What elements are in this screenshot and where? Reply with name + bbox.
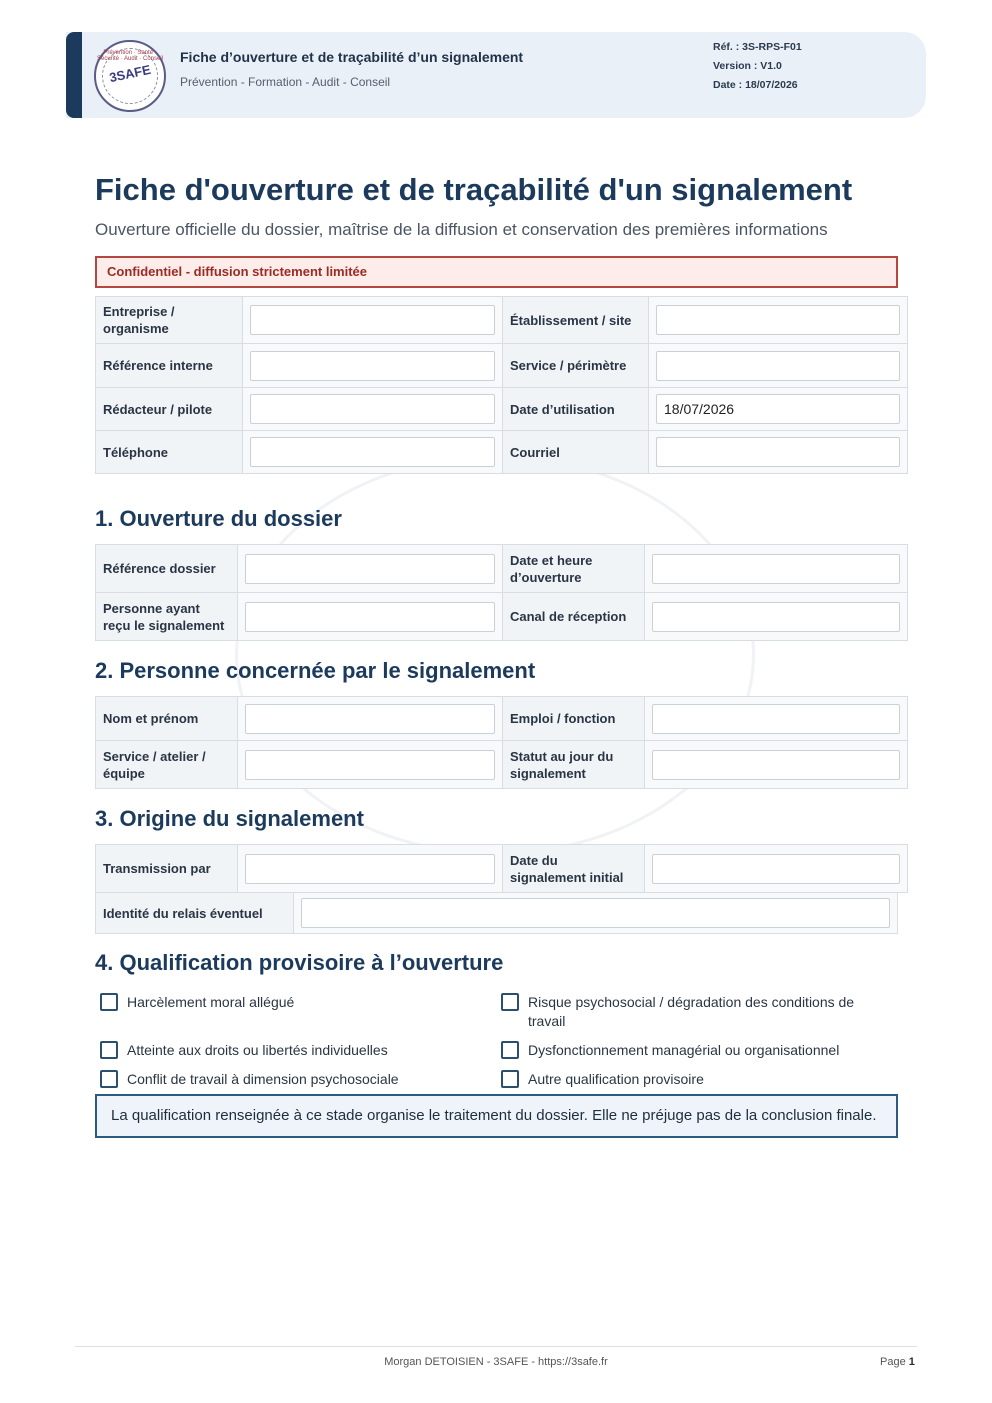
section-4-title: 4. Qualification provisoire à l’ouverture [95,950,504,975]
doc-version: Version : V1.0 [713,60,782,72]
cell-telephone [243,431,503,474]
cell-statut [645,741,908,789]
label-service-equipe: Service / atelier / équipe [96,741,238,789]
checkbox-label: Atteinte aux droits ou libertés individuelles [127,1042,388,1058]
section-3-title: 3. Origine du signalement [95,806,364,831]
cell-etablissement [649,297,908,344]
checkbox-box[interactable] [501,1070,519,1088]
label-etablissement: Établissement / site [503,297,649,344]
cell-emploi [645,697,908,741]
cell-transmission [238,845,503,893]
footer-text: Morgan DETOISIEN - 3SAFE - https://3safe.fr [384,1356,608,1368]
page-number [880,1356,915,1368]
label-canal: Canal de réception [503,593,645,641]
checkbox-box[interactable] [100,1070,118,1088]
ref-dossier-input[interactable] [245,554,495,584]
section-3-relais-table [95,892,898,934]
doc-reference: Réf. : 3S-RPS-F01 [713,41,802,53]
cell-entreprise [243,297,503,344]
identification-table [95,296,908,474]
service-perimetre-input[interactable] [656,351,900,381]
cell-canal [645,593,908,641]
cell-personne-recu [238,593,503,641]
section-2-table [95,696,908,789]
header-subtitle: Prévention - Formation - Audit - Conseil [180,75,391,89]
entreprise-input[interactable] [250,305,495,335]
logo-ring-text: Prévention · Santé · Sécurité · Audit · Conseil [96,50,164,62]
checkbox-box[interactable] [100,993,118,1011]
emploi-input[interactable] [652,704,900,734]
footer-divider [75,1346,917,1347]
page-subtitle: Ouverture officielle du dossier, maîtrise de la diffusion et conservation des premières informations [95,220,828,239]
cell-reference-interne [243,344,503,388]
cell-courriel [649,431,908,474]
etablissement-input[interactable] [656,305,900,335]
label-transmission: Transmission par [96,845,238,893]
page-number-value: 1 [908,1356,915,1368]
canal-input[interactable] [652,602,900,632]
date-signalement-input[interactable] [652,854,900,884]
label-nom: Nom et prénom [96,697,238,741]
cell-ref-dossier [238,545,503,593]
date-heure-input[interactable] [652,554,900,584]
transmission-input[interactable] [245,854,495,884]
cell-service-equipe [238,741,503,789]
header-accent-bar [66,32,82,118]
section-1-title: 1. Ouverture du dossier [95,506,342,531]
page-title: Fiche d'ouverture et de traçabilité d'un signalement [95,172,853,207]
header-title: Fiche d’ouverture et de traçabilité d’un signalement [180,49,524,65]
nom-input[interactable] [245,704,495,734]
date-utilisation-input[interactable] [656,394,900,424]
cell-date-heure [645,545,908,593]
reference-interne-input[interactable] [250,351,495,381]
personne-recu-input[interactable] [245,602,495,632]
label-date-signalement: Date du signalement initial [503,845,645,893]
relais-input[interactable] [301,898,890,928]
section-2-title: 2. Personne concernée par le signalement [95,658,536,683]
statut-input[interactable] [652,750,900,780]
label-personne-recu: Personne ayant reçu le signalement [96,593,238,641]
confidential-banner: Confidentiel - diffusion strictement limitée [95,256,898,288]
checkbox-box[interactable] [501,993,519,1011]
label-redacteur: Rédacteur / pilote [96,388,243,431]
label-entreprise: Entreprise / organisme [96,297,243,344]
company-logo [94,40,166,112]
checkbox-box[interactable] [501,1041,519,1059]
courriel-input[interactable] [656,437,900,467]
checkbox-risque-psychosocial[interactable] [501,993,871,1033]
cell-service-perimetre [649,344,908,388]
telephone-input[interactable] [250,437,495,467]
checkbox-box[interactable] [100,1041,118,1059]
redacteur-input[interactable] [250,394,495,424]
qualification-note: La qualification renseignée à ce stade organise le traitement du dossier. Elle ne préjuge pas de la conclusion finale. [95,1094,898,1138]
doc-date: Date : 18/07/2026 [713,79,798,91]
section-1-table [95,544,908,641]
label-service-perimetre: Service / périmètre [503,344,649,388]
cell-nom [238,697,503,741]
cell-redacteur [243,388,503,431]
section-3-table [95,844,908,893]
checkbox-label: Conflit de travail à dimension psychosociale [127,1071,399,1087]
checkbox-label: Autre qualification provisoire [528,1071,704,1087]
logo-text: 3SAFE [107,61,153,86]
page-label: Page [880,1356,906,1368]
label-courriel: Courriel [503,431,649,474]
label-date-heure: Date et heure d’ouverture [503,545,645,593]
checkbox-label: Dysfonctionnement managérial ou organisationnel [528,1042,840,1058]
checkbox-label: Harcèlement moral allégué [127,994,295,1010]
label-date-utilisation: Date d’utilisation [503,388,649,431]
label-relais: Identité du relais éventuel [96,893,294,934]
label-telephone: Téléphone [96,431,243,474]
label-statut: Statut au jour du signalement [503,741,645,789]
label-emploi: Emploi / fonction [503,697,645,741]
service-equipe-input[interactable] [245,750,495,780]
cell-date-signalement [645,845,908,893]
label-ref-dossier: Référence dossier [96,545,238,593]
label-reference-interne: Référence interne [96,344,243,388]
cell-date-utilisation [649,388,908,431]
cell-relais [294,893,898,934]
checkbox-label: Risque psychosocial / dégradation des conditions de travail [528,994,855,1029]
